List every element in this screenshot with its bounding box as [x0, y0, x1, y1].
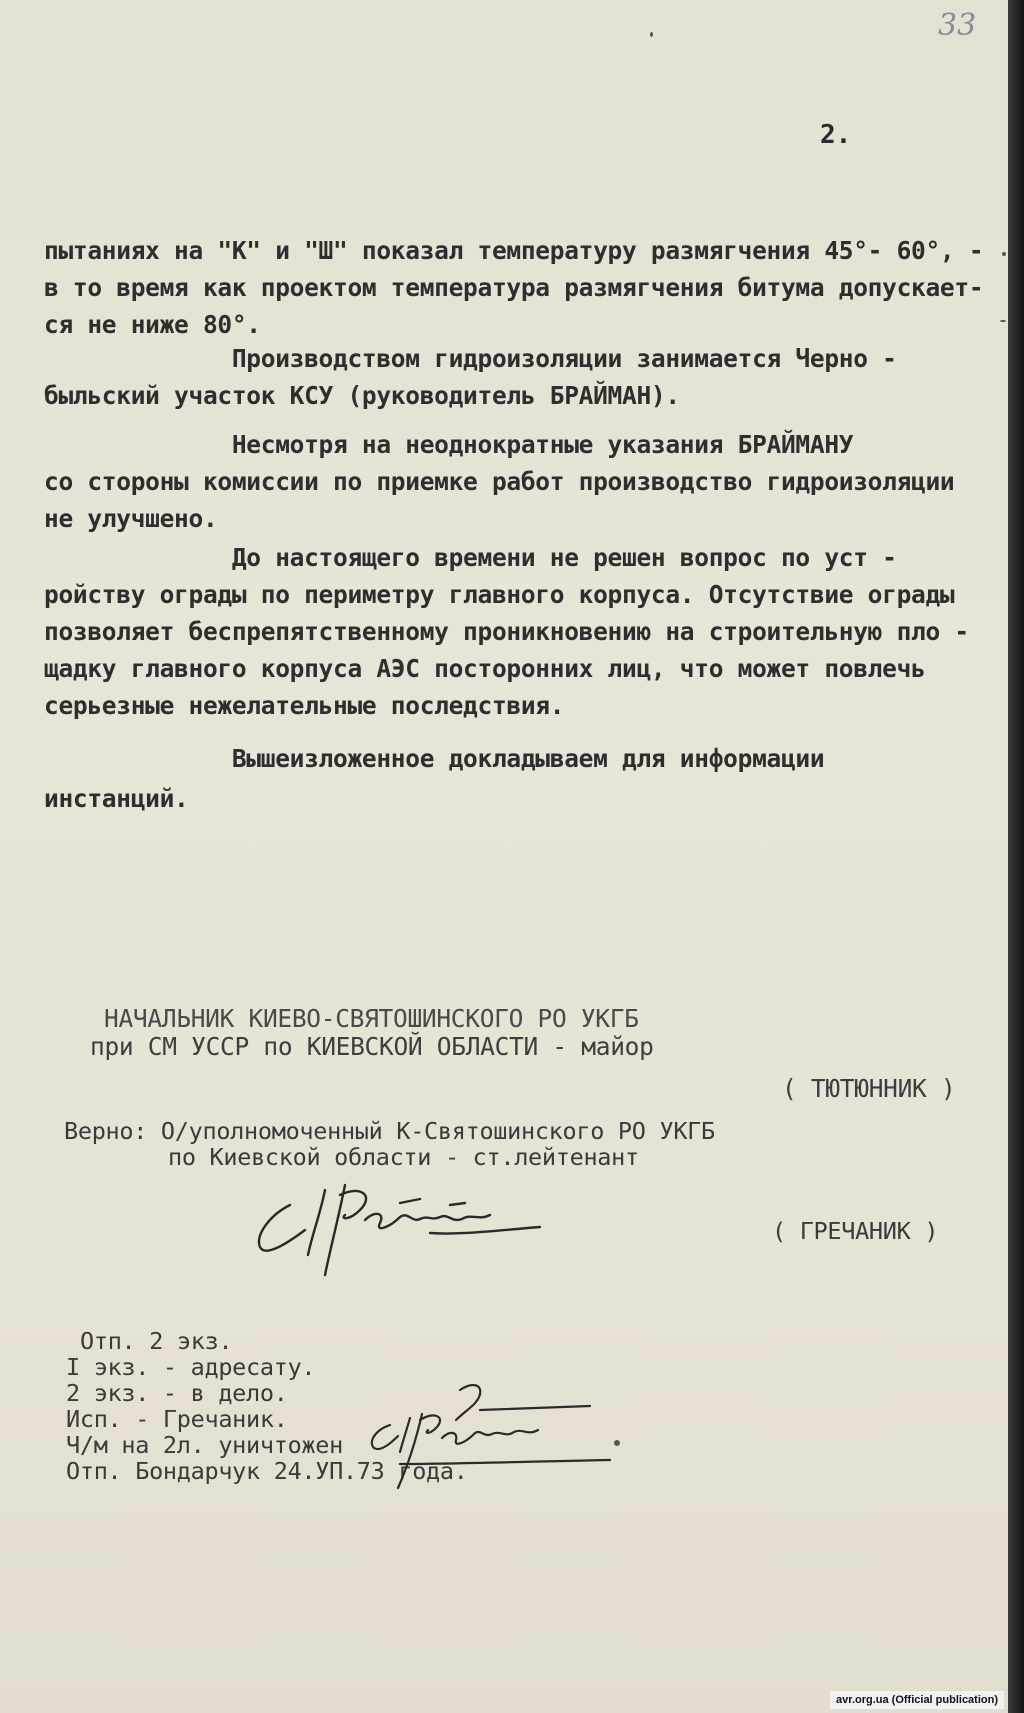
scan-edge [1008, 0, 1024, 1713]
signatory-title-line-1: НАЧАЛЬНИК КИЕВО-СВЯТОШИНСКОГО РО УКГБ [104, 1004, 639, 1033]
body-line: со стороны комиссии по приемке работ производство гидроизоляции [44, 467, 955, 496]
verification-name: ( ГРЕЧАНИК ) [772, 1217, 939, 1245]
margin-mark [650, 32, 653, 37]
body-line: в то время как проектом температура размягчения битума допускает- [44, 273, 984, 302]
body-line: быльский участок КСУ (руководитель БРАЙМАН). [44, 381, 680, 410]
body-line: инстанций. [44, 784, 189, 813]
ink-dot [614, 1440, 620, 1446]
distribution-line: 2 экз. - в дело. [66, 1379, 288, 1407]
verification-line-2: по Киевской области - ст.лейтенант [168, 1143, 639, 1171]
signatory-title-line-2: при СМ УССР по КИЕВСКОЙ ОБЛАСТИ - майор [90, 1032, 654, 1061]
signatory-name: ( ТЮТЮННИК ) [782, 1074, 956, 1103]
body-line: серьезные нежелательные последствия. [44, 691, 565, 720]
body-line: ройству ограды по периметру главного корпуса. Отсутствие ограды [44, 580, 955, 609]
margin-mark [1000, 320, 1006, 322]
body-line: щадку главного корпуса АЭС посторонних лиц, что может повлечь [44, 654, 926, 683]
body-line: Вышеизложенное докладываем для информации [44, 744, 825, 773]
distribution-line: Отп. Бондарчук 24.УП.73 года. [66, 1457, 468, 1485]
handwritten-signature-2 [360, 1380, 620, 1490]
body-line: позволяет беспрепятственному проникновению на строительную пло - [44, 617, 969, 646]
body-line: ся не ниже 80°. [44, 310, 261, 339]
body-line: пытаниях на "К" и "Ш" показал температуру размягчения 45°- 60°, - [44, 236, 984, 265]
source-badge: avr.org.ua (Official publication) [830, 1691, 1004, 1709]
body-line: Производством гидроизоляции занимается Черно - [44, 344, 897, 373]
verification-line-1: Верно: О/уполномоченный К-Святошинского РО УКГБ [64, 1117, 715, 1145]
archive-page-number: 33 [938, 8, 977, 43]
margin-mark [1002, 252, 1006, 256]
distribution-line: I экз. - адресату. [66, 1353, 316, 1381]
handwritten-signature [250, 1175, 550, 1285]
body-line: Несмотря на неоднократные указания БРАЙМАНУ [44, 430, 854, 459]
body-line: не улучшено. [44, 504, 218, 533]
page-number: 2. [820, 120, 852, 150]
distribution-line: Ч/м на 2л. уничтожен [66, 1431, 343, 1459]
distribution-line: Отп. 2 экз. [80, 1327, 233, 1355]
body-line: До настоящего времени не решен вопрос по уст - [44, 543, 897, 572]
distribution-line: Исп. - Гречаник. [66, 1405, 288, 1433]
